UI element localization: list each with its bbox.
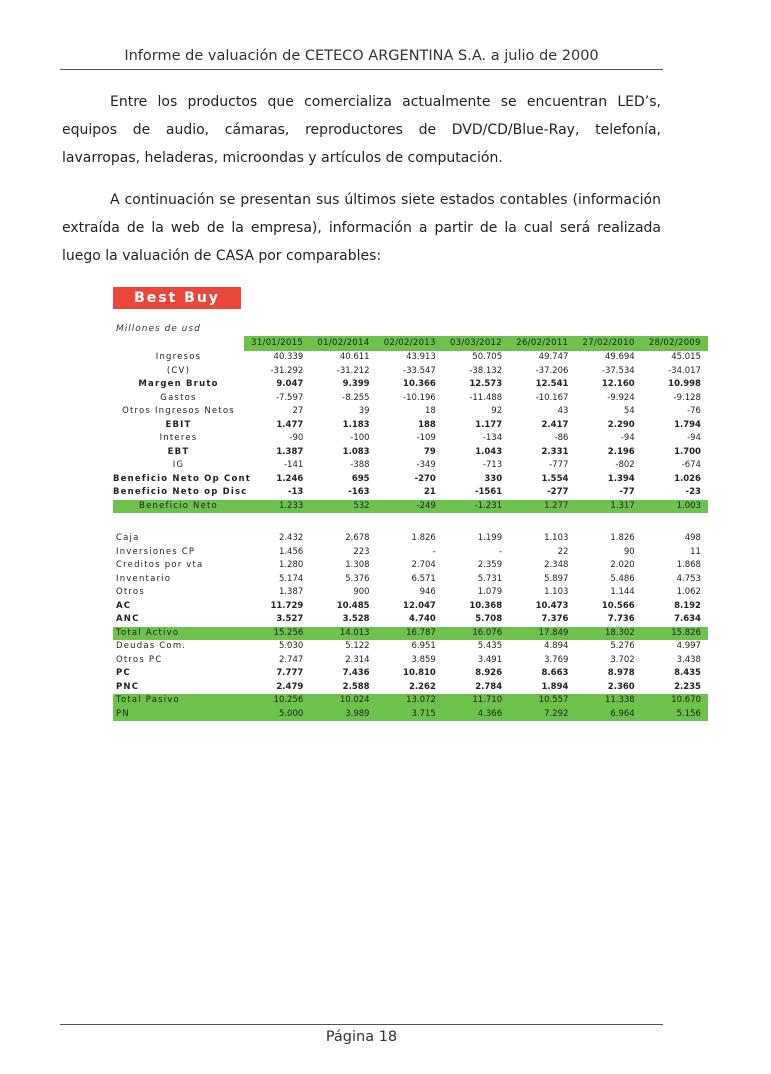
table-cell: 14.013 [339,627,370,638]
table-cell: 223 [353,546,370,557]
table-cell: 7.436 [342,668,370,678]
income-statement [113,351,708,513]
table-cell: - [499,546,503,557]
table-cell: 1.826 [610,533,635,543]
row-label: PN [116,708,130,719]
table-cell: 3.438 [676,654,701,665]
table-cell: -134 [482,433,503,443]
table-cell: 5.000 [278,708,304,719]
table-cell: -13 [287,487,304,497]
row-label: EBIT [165,419,192,430]
table-cell: 2.747 [278,654,304,665]
table-cell: -1561 [474,487,503,497]
table-cell: 13.072 [406,695,436,705]
table-cell: 1.456 [278,546,304,557]
table-cell: -8.255 [342,392,370,403]
row-label: Total Pasivo [116,695,180,705]
table-cell: 5.122 [345,641,370,651]
table-cell: 6.964 [610,708,635,719]
table-cell: 10.366 [403,379,436,389]
table-cell: 10.998 [668,379,701,389]
table-cell: 1.387 [278,587,304,597]
table-cell: 18.302 [604,627,635,638]
table-cell: 4.997 [676,641,701,651]
table-cell: -388 [350,460,370,470]
row-label: Beneficio Neto op Disc [113,487,248,497]
table-cell: 2.196 [607,446,635,457]
footer-rule [60,1024,663,1025]
table-cell: 5.708 [475,614,503,624]
table-cell: 49.694 [604,352,635,362]
balance-sheet [113,532,708,721]
table-cell: 5.174 [278,573,304,584]
table-cell: 90 [623,546,635,557]
table-cell: -277 [547,487,569,497]
table-cell: -34.017 [668,365,701,376]
table-cell: 1.280 [278,560,304,570]
table-row [113,419,708,433]
table-cell: 3.528 [342,614,370,624]
table-cell: 2.678 [345,533,370,543]
table-cell: 1.083 [342,446,370,457]
table-cell: 4.740 [408,614,436,624]
column-header: 28/02/2009 [642,336,708,351]
section-gap [113,513,708,532]
table-cell: -94 [687,433,701,443]
table-cell: 10.485 [336,600,370,611]
row-label: Inventario [116,573,172,584]
table-cell: 10.473 [535,600,569,611]
table-cell: 2.235 [674,681,701,692]
row-label: Creditos por vta [116,560,204,570]
table-cell: 10.810 [403,668,436,678]
table-cell: 9.047 [276,379,304,389]
column-header: 27/02/2010 [575,336,641,351]
row-label: Beneficio Neto [139,500,218,511]
table-row [113,613,708,627]
table-row [113,432,708,446]
table-cell: 946 [419,587,436,597]
table-cell: -713 [482,460,503,470]
table-cell: 2.331 [541,446,569,457]
table-cell: 79 [424,446,436,457]
table-cell: -31.292 [270,365,304,376]
table-cell: 8.663 [541,668,569,678]
table-cell: 1.317 [610,500,635,511]
row-label: AC [116,600,132,611]
row-label: Otros Ingresos Netos [122,406,235,416]
table-cell: -86 [554,433,569,443]
table-cell: 1.043 [475,446,503,457]
table-cell: -76 [687,406,701,416]
table-cell: 21 [424,487,436,497]
table-cell: 5.435 [477,641,503,651]
table-row [113,365,708,379]
row-label: Gastos [160,392,197,403]
table-row [113,667,708,681]
table-row [113,486,708,500]
table-cell: 6.951 [411,641,436,651]
table-cell: -674 [681,460,701,470]
table-cell: 1.144 [610,587,635,597]
row-label: Otros PC [116,654,163,665]
table-cell: 4.753 [676,573,701,584]
table-cell: 22 [557,546,569,557]
table-cell: 1.554 [541,473,569,484]
column-header: 26/02/2011 [509,336,575,351]
row-label: Margen Bruto [138,379,219,389]
table-cell: 188 [418,419,436,430]
header-spacer [113,336,244,351]
table-cell: -38.132 [469,365,503,376]
table-cell: 11.710 [472,695,503,705]
table-cell: -90 [289,433,304,443]
row-label: Interes [159,433,198,443]
paragraph-products: Entre los productos que comercializa actualmente se encuentran LED’s, equipos de audio, cámaras, reproductores de DVD/CD/Blue-Ray, telefonía, lavarropas, heladeras, microondas y artículos de computación. [62,94,661,166]
table-cell: 5.486 [610,573,635,584]
table-cell: 39 [358,406,370,416]
table-cell: 16.787 [406,627,436,638]
row-label: PNC [116,681,140,692]
table-row [113,378,708,392]
table-cell: 1.103 [544,533,569,543]
row-label: Ingresos [155,352,202,362]
table-header-row [113,336,708,351]
table-cell: 3.769 [544,654,569,665]
table-cell: -37.534 [601,365,635,376]
table-cell: 2.784 [475,681,503,692]
table-cell: 498 [684,533,701,543]
table-cell: 7.376 [541,614,569,624]
table-cell: -10.167 [535,392,569,403]
table-cell: 2.360 [607,681,635,692]
table-cell: -7.597 [275,392,304,403]
table-cell: 1.103 [544,587,569,597]
table-row [113,546,708,560]
table-cell: -270 [414,473,436,484]
table-cell: 1.026 [674,473,701,484]
table-row [113,708,708,722]
table-cell: 3.702 [610,654,635,665]
table-cell: 8.435 [674,668,701,678]
table-cell: 2.359 [477,560,503,570]
table-cell: -349 [416,460,436,470]
table-cell: 10.670 [671,695,701,705]
table-cell: -163 [348,487,370,497]
table-cell: 1.277 [544,500,569,511]
units-label: Millones de usd [116,324,201,334]
table-cell: 1.894 [541,681,569,692]
table-cell: 50.705 [472,352,503,362]
table-cell: 5.376 [345,573,370,584]
row-label: IG [172,460,185,470]
table-cell: 43.913 [406,352,436,362]
table-row [113,600,708,614]
table-cell: 3.859 [411,654,436,665]
table-row [113,627,708,641]
table-row [113,500,708,514]
financial-table [113,336,708,721]
page-header: Informe de valuación de CETECO ARGENTINA S.A. a julio de 2000 [124,48,599,64]
table-cell: -9.924 [607,392,635,403]
paragraph-intro-table: A continuación se presentan sus últimos siete estados contables (información extraída de la web de la empresa), información a partir de la cual será realizada luego la valuación de CASA por comparables: [62,192,661,264]
table-cell: 1.794 [674,419,701,430]
table-cell: 2.588 [342,681,370,692]
table-cell: 532 [353,500,370,511]
table-cell: - [432,546,436,557]
row-label: Caja [116,533,140,543]
table-row [113,573,708,587]
table-cell: -33.547 [403,365,436,376]
table-row [113,405,708,419]
table-cell: 15.256 [273,627,304,638]
table-cell: 1.062 [676,587,701,597]
table-cell: 1.233 [278,500,304,511]
column-header: 01/02/2014 [310,336,376,351]
table-cell: 1.387 [276,446,304,457]
row-label: Otros [116,587,145,597]
page-footer: Página 18 [325,1029,398,1045]
table-cell: 2.020 [610,560,635,570]
table-cell: 7.634 [674,614,701,624]
row-label: (CV) [166,365,191,376]
table-cell: 10.024 [339,695,370,705]
table-cell: 1.477 [276,419,304,430]
table-cell: 1.177 [475,419,503,430]
table-row [113,640,708,654]
table-row [113,532,708,546]
table-cell: 12.047 [403,600,436,611]
best-buy-logo: Best Buy [113,287,241,309]
table-cell: 92 [491,406,503,416]
table-cell: 695 [351,473,370,484]
table-cell: -777 [549,460,569,470]
table-row [113,694,708,708]
table-cell: 16.076 [472,627,503,638]
table-cell: 3.491 [477,654,503,665]
column-header: 31/01/2015 [244,336,310,351]
table-cell: 1.003 [676,500,701,511]
header-rule [60,69,663,70]
table-cell: 3.989 [345,708,370,719]
table-cell: 12.541 [535,379,569,389]
table-row [113,351,708,365]
table-cell: -23 [685,487,701,497]
table-cell: 6.571 [411,573,436,584]
table-cell: 9.399 [342,379,370,389]
table-cell: 1.079 [477,587,503,597]
table-cell: 2.432 [278,533,304,543]
table-row [113,559,708,573]
row-label: Deudas Com. [116,641,187,651]
table-cell: 5.276 [610,641,635,651]
table-cell: -141 [283,460,304,470]
table-cell: 8.978 [607,668,635,678]
table-cell: 2.314 [345,654,370,665]
table-cell: 12.573 [469,379,503,389]
table-cell: 900 [353,587,370,597]
table-row [113,681,708,695]
row-label: ANC [116,614,140,624]
table-cell: 8.926 [475,668,503,678]
table-cell: 45.015 [671,352,701,362]
column-header: 03/03/2012 [443,336,509,351]
table-row [113,654,708,668]
table-cell: 10.368 [469,600,503,611]
table-cell: -802 [615,460,635,470]
table-cell: 11 [690,546,701,557]
table-cell: 5.156 [676,708,701,719]
table-cell: -31.212 [336,365,370,376]
table-row [113,586,708,600]
table-cell: 2.262 [408,681,436,692]
table-cell: 1.394 [607,473,635,484]
table-row [113,459,708,473]
table-cell: 7.777 [276,668,304,678]
table-cell: 27 [292,406,304,416]
row-label: PC [116,668,131,678]
table-cell: 40.611 [339,352,370,362]
table-cell: 5.030 [278,641,304,651]
table-cell: 10.256 [273,695,304,705]
table-cell: -77 [619,487,635,497]
table-cell: -37.206 [535,365,569,376]
table-cell: 1.246 [276,473,304,484]
row-label: Total Activo [116,627,180,638]
table-cell: 43 [557,406,569,416]
table-cell: 5.731 [477,573,503,584]
table-cell: -1.231 [474,500,503,511]
table-cell: 2.704 [411,560,436,570]
table-cell: 11.729 [270,600,304,611]
table-cell: 1.183 [342,419,370,430]
table-cell: 1.868 [676,560,701,570]
column-header: 02/02/2013 [377,336,443,351]
table-cell: 17.849 [538,627,569,638]
table-cell: -94 [620,433,635,443]
table-cell: 5.897 [544,573,569,584]
table-cell: 4.366 [477,708,503,719]
table-row [113,446,708,460]
table-cell: 8.192 [674,600,701,611]
table-cell: -11.488 [469,392,503,403]
row-label: Beneficio Neto Op Cont [113,473,252,484]
table-cell: 2.348 [544,560,569,570]
table-cell: 12.160 [601,379,635,389]
table-cell: 4.894 [544,641,569,651]
table-cell: -100 [350,433,370,443]
table-cell: 10.566 [601,600,635,611]
table-cell: 1.700 [674,446,701,457]
table-cell: 1.826 [411,533,436,543]
table-row [113,473,708,487]
table-cell: 40.339 [273,352,304,362]
table-cell: 54 [623,406,635,416]
table-cell: -9.128 [673,392,701,403]
table-cell: 3.715 [411,708,436,719]
table-cell: 3.527 [276,614,304,624]
table-cell: -10.196 [403,392,436,403]
table-cell: 7.292 [544,708,569,719]
table-cell: 330 [484,473,503,484]
table-cell: 18 [425,406,436,416]
table-cell: 1.199 [477,533,503,543]
table-cell: 11.338 [604,695,635,705]
table-cell: -109 [416,433,436,443]
table-cell: 2.417 [541,419,569,430]
table-cell: 1.308 [345,560,370,570]
table-cell: 15.826 [671,627,701,638]
row-label: EBT [167,446,190,457]
table-row [113,392,708,406]
table-cell: -249 [416,500,436,511]
table-cell: 10.557 [538,695,569,705]
table-cell: 7.736 [607,614,635,624]
table-cell: 49.747 [538,352,569,362]
table-cell: 2.290 [607,419,635,430]
table-cell: 2.479 [276,681,304,692]
row-label: Inversiones CP [116,546,196,557]
